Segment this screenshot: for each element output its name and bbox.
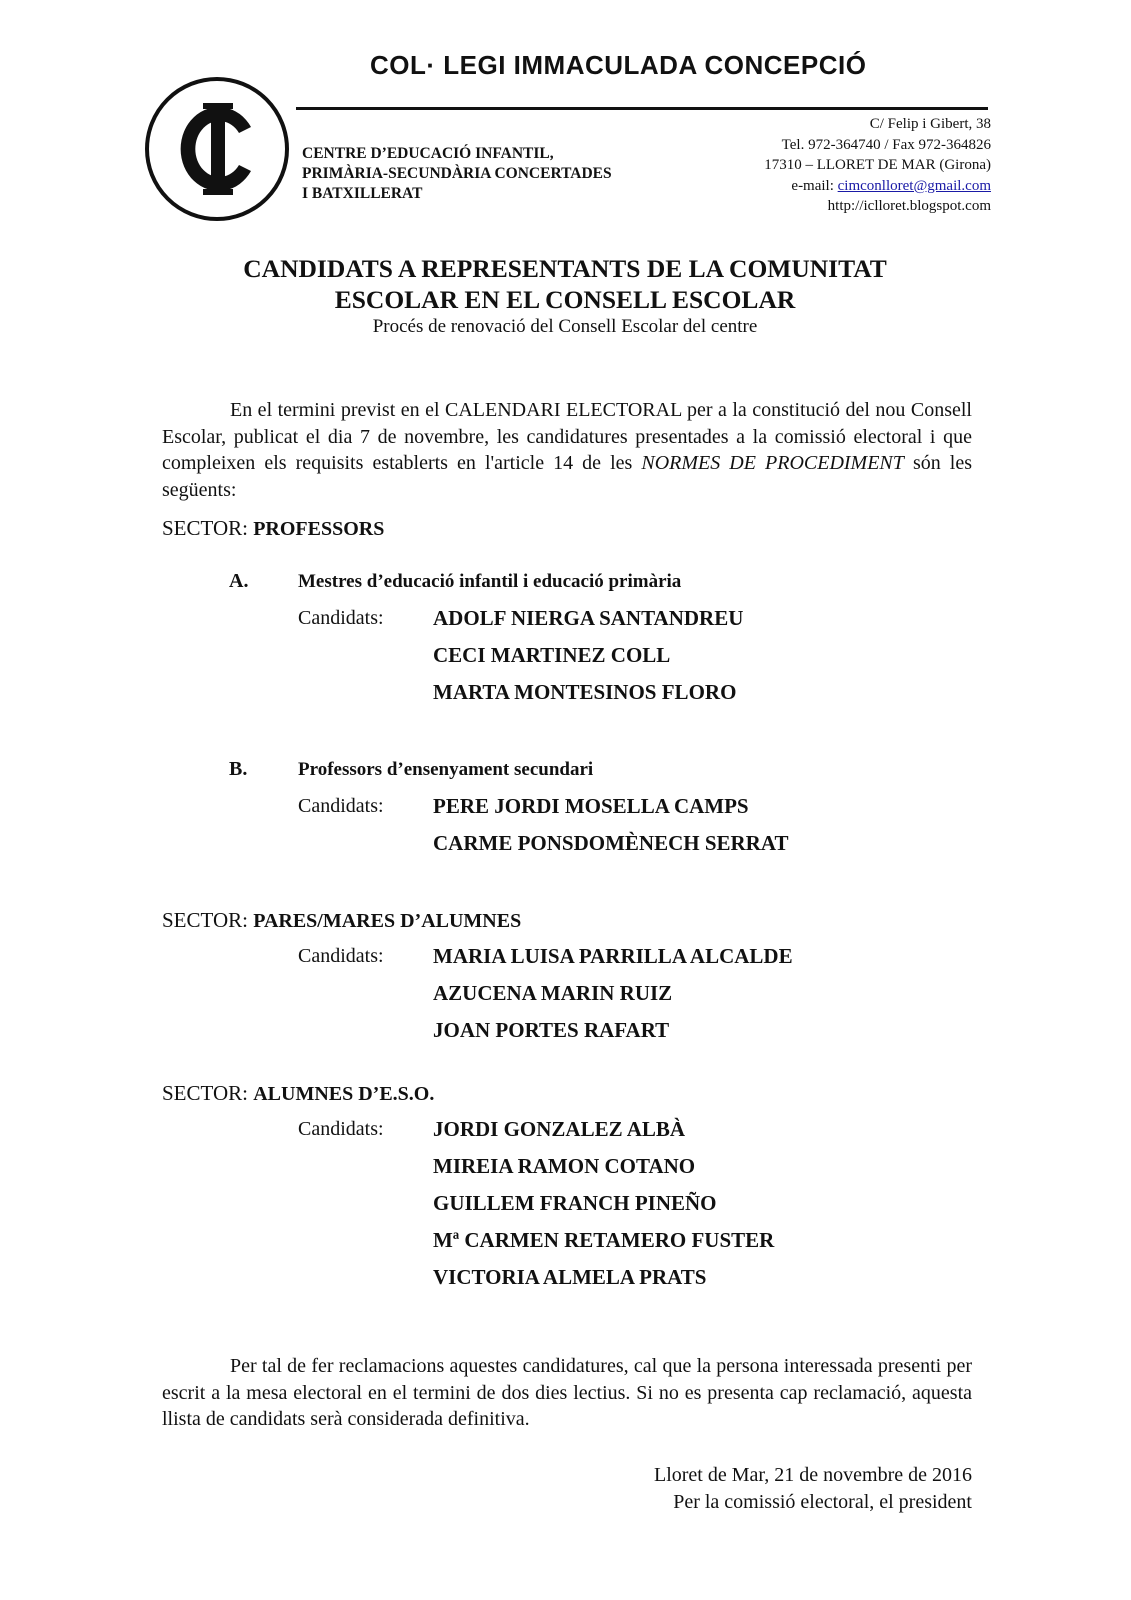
candidate-name: MIREIA RAMON COTANO (433, 1154, 696, 1178)
intro-italic: NORMES DE PROCEDIMENT (641, 452, 904, 474)
sector-label: SECTOR: (162, 908, 254, 932)
candidate-name: CARME PONSDOMÈNECH SERRAT (433, 831, 789, 855)
school-address (764, 114, 991, 217)
intro-text-end: són les següents: (162, 452, 972, 501)
candidates-label: Candidats: (298, 1118, 384, 1140)
candidates-label: Candidats: (298, 945, 384, 967)
intro-text: En el termini previst en el CALENDARI ELECTORAL per a la constitució del nou Consell Escolar, publicat el dia 7 de novembre, les candidatures presentades a la comissió electoral i que compleixen els requisits establerts en l'article 14 de les (162, 399, 972, 474)
school-type (302, 144, 612, 204)
sector-label: SECTOR: (162, 516, 254, 540)
sector-heading-professors (162, 516, 384, 541)
candidate-name: AZUCENA MARIN RUIZ (433, 981, 673, 1005)
candidates-label: Candidats: (298, 607, 384, 629)
candidate-name: JORDI GONZALEZ ALBÀ (433, 1117, 686, 1141)
candidate-name: VICTORIA ALMELA PRATS (433, 1265, 707, 1289)
header-divider (296, 107, 988, 110)
claims-paragraph (162, 1353, 972, 1433)
group-title-a: Mestres d’educació infantil i educació primària (298, 571, 682, 592)
school-type-line: I BATXILLERAT (302, 185, 423, 202)
document-title-block (120, 253, 1010, 339)
school-type-line: CENTRE D’EDUCACIÓ INFANTIL, (302, 145, 554, 162)
signature-line: Per la comissió electoral, el president (673, 1491, 972, 1513)
email-label: e-mail: (791, 177, 838, 194)
group-letter-a: A. (229, 570, 249, 592)
closing-block (654, 1462, 972, 1516)
school-type-line: PRIMÀRIA-SECUNDÀRIA CONCERTADES (302, 165, 612, 182)
candidate-name: CECI MARTINEZ COLL (433, 643, 671, 667)
group-letter-b: B. (229, 758, 248, 780)
candidate-name: MARIA LUISA PARRILLA ALCALDE (433, 944, 793, 968)
candidate-name: PERE JORDI MOSELLA CAMPS (433, 794, 749, 818)
address-street: C/ Felip i Gibert, 38 (869, 116, 991, 132)
email-link[interactable]: cimconlloret@gmail.com (837, 177, 991, 194)
address-website[interactable]: http://iclloret.blogspot.com (827, 198, 991, 214)
document-subtitle: Procés de renovació del Consell Escolar del centre (372, 316, 758, 337)
document-title-line-1: CANDIDATS A REPRESENTANTS DE LA COMUNITAT (243, 254, 887, 283)
candidate-name: Mª CARMEN RETAMERO FUSTER (433, 1228, 775, 1252)
group-title-b: Professors d’ensenyament secundari (298, 759, 594, 780)
sector-heading-parents (162, 908, 521, 933)
place-date: Lloret de Mar, 21 de novembre de 2016 (654, 1464, 972, 1486)
candidates-label: Candidats: (298, 795, 384, 817)
address-phone: Tel. 972-364740 / Fax 972-364826 (781, 136, 991, 153)
sector-heading-students (162, 1081, 434, 1106)
candidate-name: JOAN PORTES RAFART (433, 1018, 670, 1042)
address-city: 17310 – LLORET DE MAR (Girona) (764, 157, 991, 173)
candidate-name: ADOLF NIERGA SANTANDREU (433, 606, 744, 630)
school-logo (143, 75, 291, 223)
sector-name: PROFESSORS (253, 518, 385, 540)
sector-name: ALUMNES D’E.S.O. (253, 1083, 435, 1105)
intro-paragraph (162, 397, 972, 503)
claims-text: Per tal de fer reclamacions aquestes candidatures, cal que la persona interessada presenti per escrit a la mesa electoral en el termini de dos dies lectius. Si no es presenta cap reclamació, aquesta llista de candidats serà considerada definitiva. (162, 1355, 972, 1430)
school-name: COL· LEGI IMMACULADA CONCEPCIÓ (370, 50, 867, 80)
candidate-name: MARTA MONTESINOS FLORO (433, 680, 737, 704)
candidate-name: GUILLEM FRANCH PINEÑO (433, 1191, 717, 1215)
sector-name: PARES/MARES D’ALUMNES (253, 910, 522, 932)
document-title-line-2: ESCOLAR EN EL CONSELL ESCOLAR (334, 285, 796, 314)
address-email (764, 176, 991, 197)
sector-label: SECTOR: (162, 1081, 254, 1105)
